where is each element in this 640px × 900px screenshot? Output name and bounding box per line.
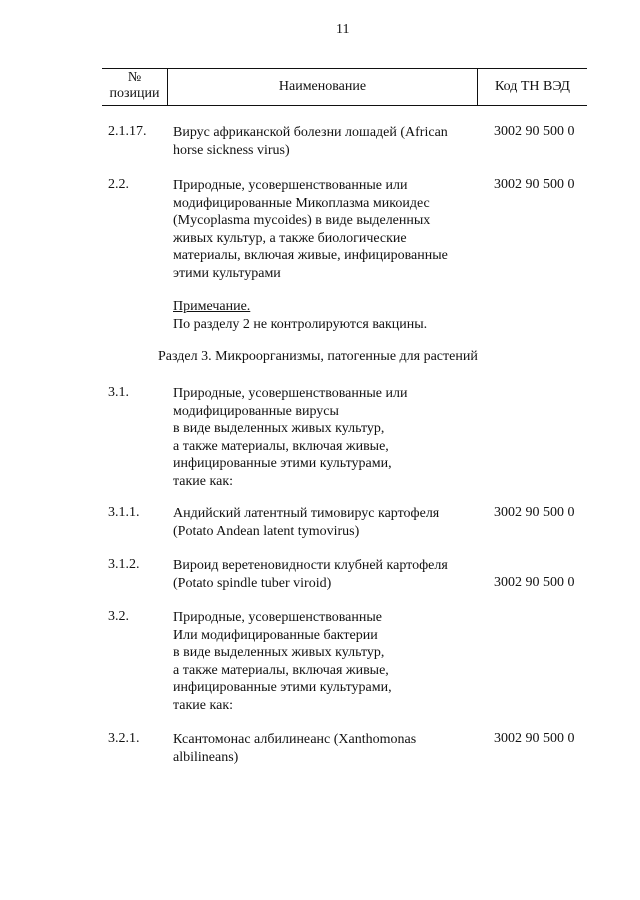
note-text: По разделу 2 не контролируются вакцины.: [173, 316, 428, 332]
row-code: 3002 90 500 0: [494, 177, 575, 192]
description-line: модифицированные Микоплазма микоидес: [173, 195, 430, 211]
description-line: такие как:: [173, 697, 234, 713]
header-number-sign: №: [127, 70, 142, 85]
description-line: в виде выделенных живых культур,: [173, 645, 385, 661]
row-code: 3002 90 500 0: [494, 124, 575, 139]
description-line: этими культурами: [173, 265, 281, 281]
row-number: 2.2.: [108, 177, 129, 192]
row-code: 3002 90 500 0: [494, 505, 575, 520]
description-line: инфицированные этими культурами,: [173, 456, 392, 472]
header-code: Код ТН ВЭД: [495, 79, 570, 94]
description-line: (Potato Andean latent tymovirus): [173, 523, 360, 539]
row-description: [173, 557, 448, 592]
description-line: а также материалы, включая живые,: [173, 438, 389, 454]
description-line: horse sickness virus): [173, 142, 290, 158]
note: [173, 298, 427, 333]
row-number: 3.1.1.: [108, 505, 140, 520]
row-code: 3002 90 500 0: [494, 575, 575, 590]
description-line: Вирус африканской болезни лошадей (African: [173, 125, 448, 140]
row-description: [173, 731, 416, 766]
header-name: Наименование: [278, 79, 367, 94]
row-number: 2.1.17.: [108, 124, 147, 139]
table-header: [102, 68, 587, 106]
description-line: Вироид веретеновидности клубней картофеля: [173, 558, 448, 573]
row-description: [173, 505, 439, 540]
description-line: а также материалы, включая живые,: [173, 662, 389, 678]
description-line: Ксантомонас албилинеанс (Xanthomonas: [173, 732, 417, 747]
header-bottom-rule: [102, 105, 587, 106]
header-position-number: [102, 70, 167, 102]
description-line: (Mycoplasma mycoides) в виде выделенных: [173, 213, 431, 229]
row-number: 3.1.2.: [108, 557, 140, 572]
description-line: инфицированные этими культурами,: [173, 680, 392, 696]
row-number: 3.1.: [108, 385, 129, 400]
row-description: [173, 609, 392, 715]
description-line: Природные, усовершенствованные или: [173, 178, 408, 193]
page-number: 11: [336, 22, 350, 37]
row-description: [173, 124, 448, 159]
description-line: живых культур, а также биологические: [173, 230, 407, 246]
description-line: такие как:: [173, 473, 234, 489]
section-heading: Раздел 3. Микроорганизмы, патогенные для растений: [158, 349, 478, 364]
description-line: в виде выделенных живых культур,: [173, 421, 385, 437]
description-line: Природные, усовершенствованные: [173, 610, 382, 625]
description-line: Или модифицированные бактерии: [173, 627, 378, 643]
description-line: модифицированные вирусы: [173, 403, 339, 419]
description-line: Природные, усовершенствованные или: [173, 386, 408, 401]
description-line: (Potato spindle tuber viroid): [173, 575, 332, 591]
description-line: материалы, включая живые, инфицированные: [173, 248, 448, 264]
description-line: Андийский латентный тимовирус картофеля: [173, 506, 440, 521]
note-title: Примечание.: [173, 299, 251, 314]
row-number: 3.2.1.: [108, 731, 140, 746]
description-line: albilineans): [173, 749, 239, 765]
header-top-rule: [102, 68, 587, 69]
row-description: [173, 385, 407, 491]
row-number: 3.2.: [108, 609, 129, 624]
row-description: [173, 177, 448, 283]
row-code: 3002 90 500 0: [494, 731, 575, 746]
header-position-label: позиции: [109, 86, 160, 101]
